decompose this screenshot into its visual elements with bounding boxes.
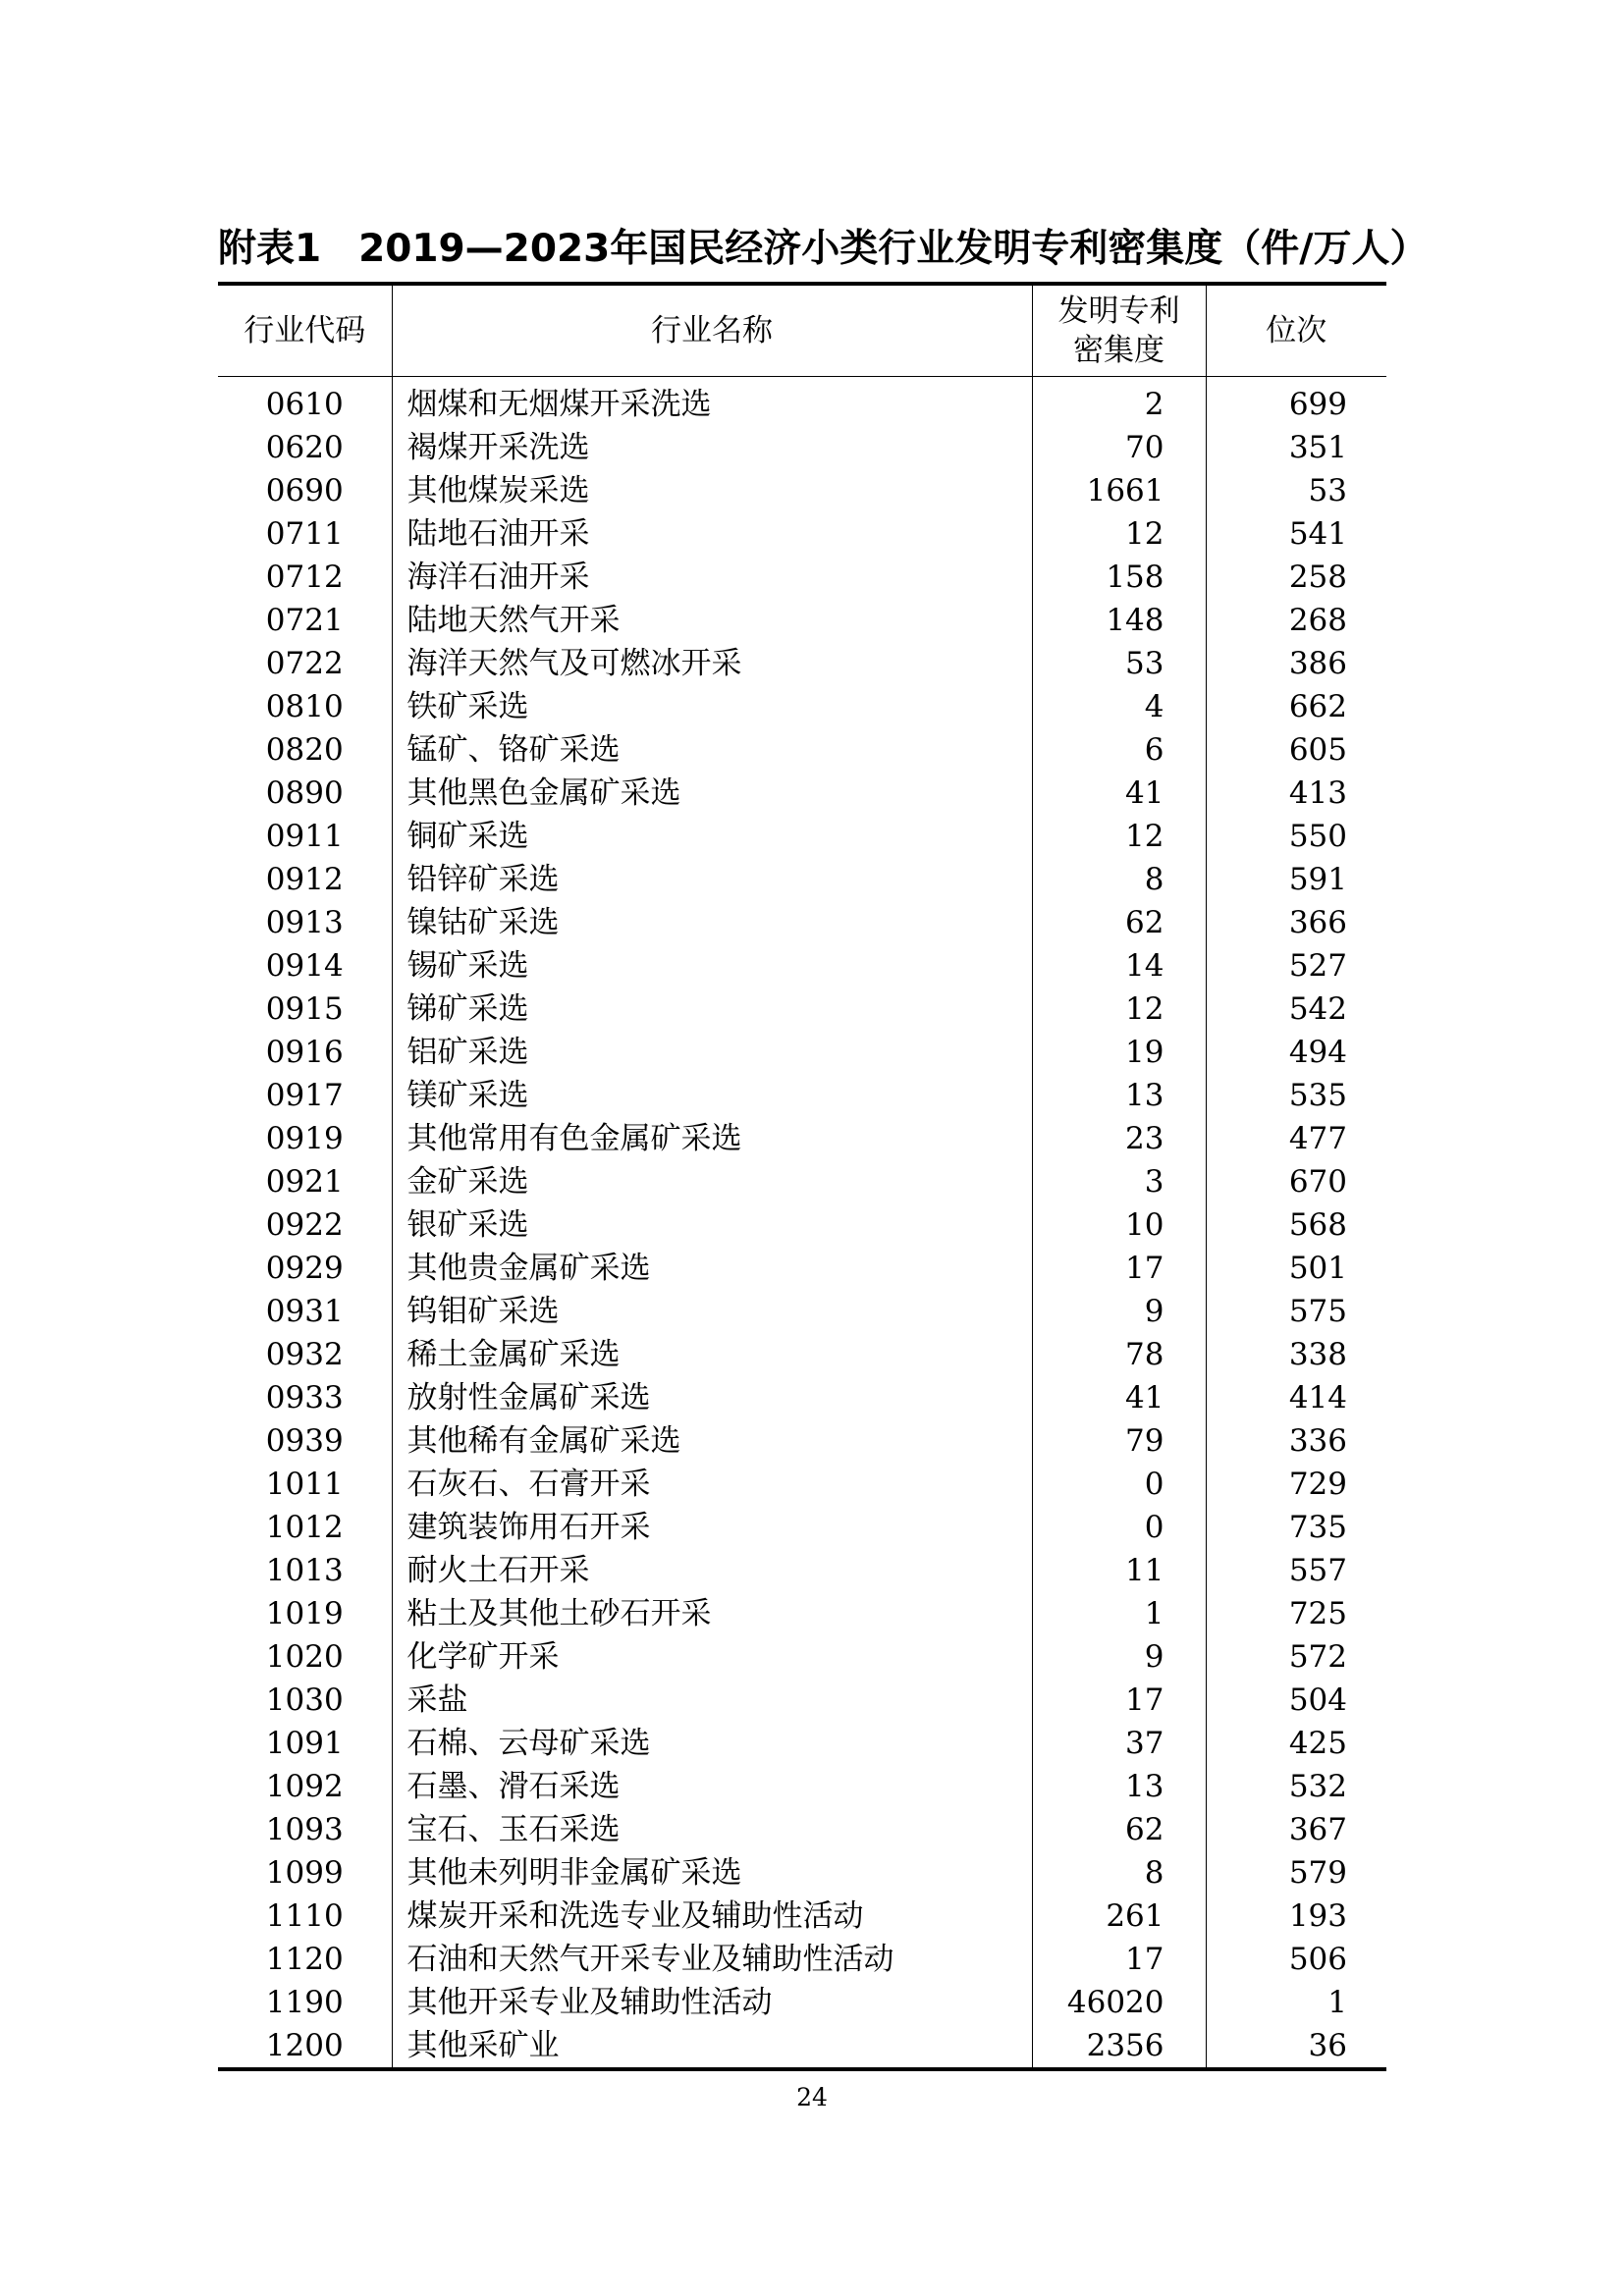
rank-cell: 501 [1288, 1251, 1347, 1286]
patent-density-cell: 46020 [1032, 1981, 1206, 2024]
industry-code-cell: 0929 [218, 1247, 392, 1290]
patent-density-cell: 78 [1032, 1333, 1206, 1376]
patent-density-cell: 62 [1032, 1808, 1206, 1851]
industry-name-cell: 褐煤开采洗选 [392, 426, 1032, 469]
industry-code-cell: 1200 [218, 2024, 392, 2069]
table-row [218, 1981, 1386, 2024]
rank-cell: 413 [1288, 775, 1347, 811]
table-row [218, 1333, 1386, 1376]
rank-cell: 729 [1288, 1467, 1347, 1502]
industry-code-cell: 1093 [218, 1808, 392, 1851]
rank-cell: 351 [1288, 430, 1347, 465]
patent-density-cell: 12 [1032, 512, 1206, 556]
table-row [218, 685, 1386, 728]
rank-cell: 557 [1288, 1553, 1347, 1588]
header-code: 行业代码 [218, 284, 392, 377]
rank-cell: 541 [1288, 516, 1347, 552]
table-row [218, 1851, 1386, 1895]
industry-name-cell: 陆地天然气开采 [392, 599, 1032, 642]
table-row [218, 901, 1386, 944]
industry-code-cell: 0917 [218, 1074, 392, 1117]
industry-name-cell: 银矿采选 [392, 1203, 1032, 1247]
rank-cell: 414 [1288, 1380, 1347, 1415]
patent-density-cell: 19 [1032, 1031, 1206, 1074]
industry-name-cell: 其他黑色金属矿采选 [392, 772, 1032, 815]
table-row [218, 469, 1386, 512]
table-title [218, 227, 1429, 271]
industry-name-cell: 镍钴矿采选 [392, 901, 1032, 944]
patent-density-cell: 9 [1032, 1290, 1206, 1333]
table-row [218, 1938, 1386, 1981]
table-row [218, 377, 1386, 427]
rank-cell: 366 [1288, 905, 1347, 940]
table-row [218, 556, 1386, 599]
patent-density-cell: 17 [1032, 1679, 1206, 1722]
patent-density-cell: 0 [1032, 1463, 1206, 1506]
industry-code-cell: 1012 [218, 1506, 392, 1549]
patent-density-cell: 261 [1032, 1895, 1206, 1938]
patent-density-cell: 14 [1032, 944, 1206, 988]
patent-density-cell: 12 [1032, 988, 1206, 1031]
rank-cell: 336 [1288, 1423, 1347, 1459]
rank-cell: 662 [1288, 689, 1347, 724]
patent-density-cell: 23 [1032, 1117, 1206, 1160]
rank-cell: 53 [1308, 473, 1347, 508]
industry-name-cell: 宝石、玉石采选 [392, 1808, 1032, 1851]
table-row [218, 772, 1386, 815]
patent-density-cell: 53 [1032, 642, 1206, 685]
industry-name-cell: 金矿采选 [392, 1160, 1032, 1203]
industry-name-cell: 其他未列明非金属矿采选 [392, 1851, 1032, 1895]
industry-name-cell: 铜矿采选 [392, 815, 1032, 858]
industry-name-cell: 钨钼矿采选 [392, 1290, 1032, 1333]
patent-density-cell: 4 [1032, 685, 1206, 728]
table-row [218, 988, 1386, 1031]
table-row [218, 426, 1386, 469]
patent-density-cell: 148 [1032, 599, 1206, 642]
industry-code-cell: 0912 [218, 858, 392, 901]
rank-cell: 605 [1288, 732, 1347, 768]
industry-name-cell: 建筑装饰用石开采 [392, 1506, 1032, 1549]
patent-density-cell: 0 [1032, 1506, 1206, 1549]
industry-code-cell: 0711 [218, 512, 392, 556]
industry-code-cell: 1013 [218, 1549, 392, 1592]
industry-name-cell: 化学矿开采 [392, 1635, 1032, 1679]
industry-code-cell: 0922 [218, 1203, 392, 1247]
industry-name-cell: 其他贵金属矿采选 [392, 1247, 1032, 1290]
patent-density-cell: 9 [1032, 1635, 1206, 1679]
rank-cell: 258 [1288, 560, 1347, 595]
table-row [218, 1074, 1386, 1117]
industry-name-cell: 锑矿采选 [392, 988, 1032, 1031]
industry-name-cell: 粘土及其他土砂石开采 [392, 1592, 1032, 1635]
industry-code-cell: 1011 [218, 1463, 392, 1506]
patent-density-cell: 17 [1032, 1938, 1206, 1981]
industry-name-cell: 石棉、云母矿采选 [392, 1722, 1032, 1765]
header-density-line1: 发明专利 [1057, 294, 1180, 329]
industry-name-cell: 其他开采专业及辅助性活动 [392, 1981, 1032, 2024]
patent-density-cell: 8 [1032, 858, 1206, 901]
industry-code-cell: 1120 [218, 1938, 392, 1981]
rank-cell: 367 [1288, 1812, 1347, 1847]
header-density [1032, 284, 1206, 377]
industry-code-cell: 0919 [218, 1117, 392, 1160]
patent-density-table [218, 282, 1386, 2071]
table-row [218, 815, 1386, 858]
table-row [218, 1506, 1386, 1549]
industry-name-cell: 其他常用有色金属矿采选 [392, 1117, 1032, 1160]
industry-code-cell: 0721 [218, 599, 392, 642]
industry-code-cell: 0610 [218, 377, 392, 427]
patent-density-cell: 2 [1032, 377, 1206, 427]
industry-name-cell: 石墨、滑石采选 [392, 1765, 1032, 1808]
rank-cell: 550 [1288, 819, 1347, 854]
industry-name-cell: 铝矿采选 [392, 1031, 1032, 1074]
table-row [218, 1808, 1386, 1851]
rank-cell: 386 [1288, 646, 1347, 681]
rank-cell: 735 [1288, 1510, 1347, 1545]
table-row [218, 1160, 1386, 1203]
table-label: 附表1 [218, 227, 322, 271]
table-row [218, 1679, 1386, 1722]
patent-density-cell: 8 [1032, 1851, 1206, 1895]
industry-code-cell: 1099 [218, 1851, 392, 1895]
table-row [218, 1722, 1386, 1765]
industry-code-cell: 1020 [218, 1635, 392, 1679]
industry-code-cell: 0932 [218, 1333, 392, 1376]
rank-cell: 1 [1327, 1985, 1347, 2020]
table-row [218, 1463, 1386, 1506]
industry-code-cell: 0939 [218, 1419, 392, 1463]
table-row [218, 512, 1386, 556]
rank-cell: 670 [1288, 1164, 1347, 1200]
industry-name-cell: 镁矿采选 [392, 1074, 1032, 1117]
industry-code-cell: 0890 [218, 772, 392, 815]
page-number: 24 [796, 2083, 828, 2111]
table-row [218, 599, 1386, 642]
rank-cell: 532 [1288, 1769, 1347, 1804]
rank-cell: 36 [1308, 2028, 1347, 2063]
industry-name-cell: 耐火土石开采 [392, 1549, 1032, 1592]
industry-code-cell: 0690 [218, 469, 392, 512]
rank-cell: 506 [1288, 1942, 1347, 1977]
rank-cell: 527 [1288, 948, 1347, 984]
industry-name-cell: 锡矿采选 [392, 944, 1032, 988]
industry-code-cell: 0913 [218, 901, 392, 944]
industry-code-cell: 0911 [218, 815, 392, 858]
patent-density-cell: 70 [1032, 426, 1206, 469]
industry-name-cell: 铅锌矿采选 [392, 858, 1032, 901]
table-caption: 2019—2023年国民经济小类行业发明专利密集度（件/万人） [358, 227, 1429, 271]
rank-cell: 575 [1288, 1294, 1347, 1329]
rank-cell: 725 [1288, 1596, 1347, 1631]
rank-cell: 504 [1288, 1682, 1347, 1718]
table-row [218, 642, 1386, 685]
rank-cell: 568 [1288, 1207, 1347, 1243]
rank-cell: 338 [1288, 1337, 1347, 1372]
industry-name-cell: 采盐 [392, 1679, 1032, 1722]
patent-density-cell: 41 [1032, 1376, 1206, 1419]
patent-density-cell: 13 [1032, 1765, 1206, 1808]
table-row [218, 1592, 1386, 1635]
industry-code-cell: 1091 [218, 1722, 392, 1765]
patent-density-cell: 158 [1032, 556, 1206, 599]
industry-name-cell: 石灰石、石膏开采 [392, 1463, 1032, 1506]
industry-code-cell: 1030 [218, 1679, 392, 1722]
table-row [218, 1635, 1386, 1679]
header-rank: 位次 [1206, 284, 1386, 377]
rank-cell: 542 [1288, 991, 1347, 1027]
rank-cell: 572 [1288, 1639, 1347, 1675]
header-row [218, 284, 1386, 377]
industry-code-cell: 0916 [218, 1031, 392, 1074]
rank-cell: 579 [1288, 1855, 1347, 1891]
industry-name-cell: 其他稀有金属矿采选 [392, 1419, 1032, 1463]
industry-name-cell: 海洋天然气及可燃冰开采 [392, 642, 1032, 685]
industry-code-cell: 1190 [218, 1981, 392, 2024]
industry-name-cell: 稀土金属矿采选 [392, 1333, 1032, 1376]
patent-density-cell: 37 [1032, 1722, 1206, 1765]
patent-density-cell: 13 [1032, 1074, 1206, 1117]
industry-name-cell: 石油和天然气开采专业及辅助性活动 [392, 1938, 1032, 1981]
table-row [218, 1419, 1386, 1463]
table-row [218, 1895, 1386, 1938]
patent-density-cell: 41 [1032, 772, 1206, 815]
industry-name-cell: 其他采矿业 [392, 2024, 1032, 2069]
table-row [218, 2024, 1386, 2069]
industry-name-cell: 陆地石油开采 [392, 512, 1032, 556]
rank-cell: 193 [1288, 1898, 1347, 1934]
industry-code-cell: 0712 [218, 556, 392, 599]
table-row [218, 858, 1386, 901]
table-row [218, 1765, 1386, 1808]
patent-density-cell: 1661 [1032, 469, 1206, 512]
industry-name-cell: 锰矿、铬矿采选 [392, 728, 1032, 772]
industry-code-cell: 0931 [218, 1290, 392, 1333]
industry-code-cell: 1110 [218, 1895, 392, 1938]
patent-density-cell: 2356 [1032, 2024, 1206, 2069]
header-name: 行业名称 [392, 284, 1032, 377]
table-body [218, 377, 1386, 2070]
industry-code-cell: 1019 [218, 1592, 392, 1635]
industry-name-cell: 烟煤和无烟煤开采洗选 [392, 377, 1032, 427]
table-row [218, 1117, 1386, 1160]
rank-cell: 699 [1288, 387, 1347, 422]
industry-name-cell: 海洋石油开采 [392, 556, 1032, 599]
patent-density-cell: 17 [1032, 1247, 1206, 1290]
patent-density-cell: 1 [1032, 1592, 1206, 1635]
table-row [218, 1247, 1386, 1290]
patent-density-cell: 10 [1032, 1203, 1206, 1247]
table-row [218, 728, 1386, 772]
table-row [218, 1290, 1386, 1333]
rank-cell: 425 [1288, 1726, 1347, 1761]
patent-density-cell: 11 [1032, 1549, 1206, 1592]
header-density-line2: 密集度 [1073, 333, 1164, 368]
industry-code-cell: 0810 [218, 685, 392, 728]
table-row [218, 1203, 1386, 1247]
industry-code-cell: 0915 [218, 988, 392, 1031]
patent-density-cell: 3 [1032, 1160, 1206, 1203]
industry-code-cell: 1092 [218, 1765, 392, 1808]
rank-cell: 535 [1288, 1078, 1347, 1113]
industry-code-cell: 0914 [218, 944, 392, 988]
industry-code-cell: 0722 [218, 642, 392, 685]
industry-code-cell: 0933 [218, 1376, 392, 1419]
industry-name-cell: 铁矿采选 [392, 685, 1032, 728]
patent-density-cell: 79 [1032, 1419, 1206, 1463]
rank-cell: 494 [1288, 1035, 1347, 1070]
industry-code-cell: 0620 [218, 426, 392, 469]
table-row [218, 1549, 1386, 1592]
table-row [218, 944, 1386, 988]
industry-code-cell: 0820 [218, 728, 392, 772]
patent-density-cell: 12 [1032, 815, 1206, 858]
industry-name-cell: 放射性金属矿采选 [392, 1376, 1032, 1419]
rank-cell: 591 [1288, 862, 1347, 897]
table-row [218, 1031, 1386, 1074]
industry-name-cell: 煤炭开采和洗选专业及辅助性活动 [392, 1895, 1032, 1938]
industry-name-cell: 其他煤炭采选 [392, 469, 1032, 512]
patent-density-cell: 62 [1032, 901, 1206, 944]
table-row [218, 1376, 1386, 1419]
patent-density-cell: 6 [1032, 728, 1206, 772]
industry-code-cell: 0921 [218, 1160, 392, 1203]
rank-cell: 268 [1288, 603, 1347, 638]
rank-cell: 477 [1288, 1121, 1347, 1156]
